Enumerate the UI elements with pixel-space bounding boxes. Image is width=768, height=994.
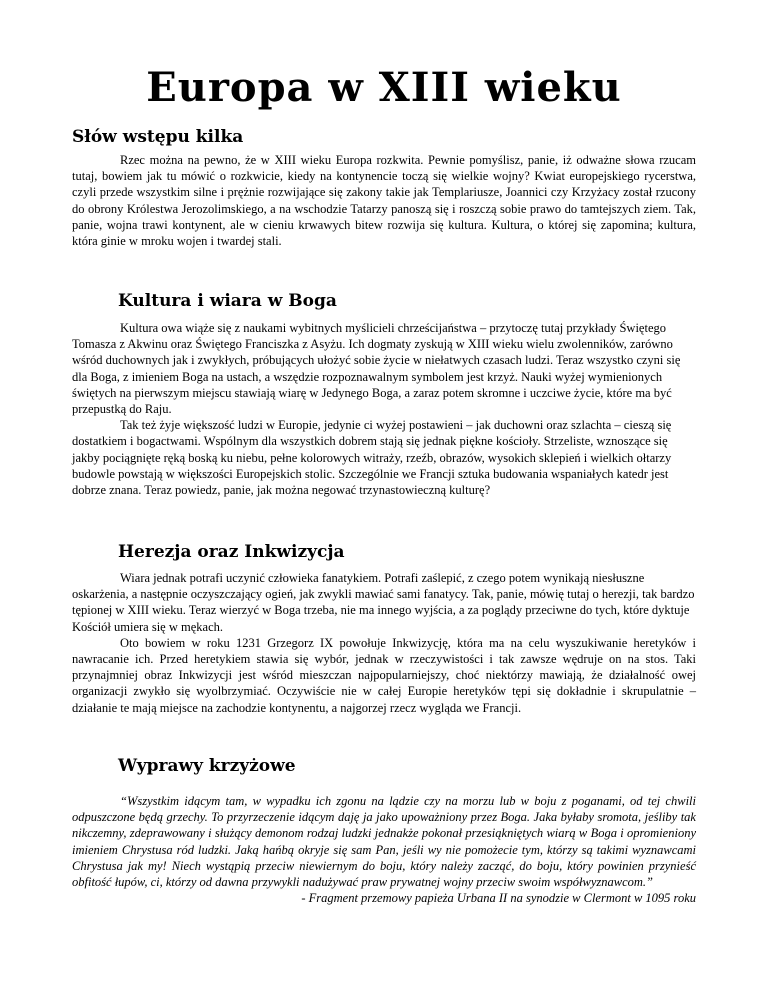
paragraph: Rzec można na pewno, że w XIII wieku Europa rozkwita. Pewnie pomyślisz, panie, iż odważne słowa rzucam tutaj, bowiem jak tu mówić o rozkwicie, kiedy na kontynencie toczą się wielkie wojny? Kwiat europejskiego rycerstwa, czyli przede wszystkim silne i prężnie rozwijające się zakony takie jak Templariusze, Joannici czy Krzyżacy został rzucony do obrony Królestwa Jerozolimskiego, a na wschodzie Tatarzy panoszą się i roszczą sobie prawo do tamtejszych ziem. Tak, panie, wojna trawi kontynent, ale w cieniu krwawych bitew rozwija się kultura. Kultura, o której się zapomina; kultura, która ginie w mroku wojen i twardej stali. — [72, 153, 696, 249]
paragraph: Tak też żyje większość ludzi w Europie, jedynie ci wyżej postawieni – jak duchowni oraz szlachta – cieszą się dostatkiem i bogactwami. Wspólnym dla wszystkich dobrem stają się jednak piękne kościoły. Strzeliste, wznoszące się jakby pociągnięte ręką boską ku niebu, pełne kolorowych witraży, rzeźb, obrazów, wysokich sklepień i wielkich ołtarzy budowle powstają w większości Europejskich stolic. Szczególnie we Francji sztuka budowania wspaniałych katedr jest dobrze znana. Teraz powiedz, panie, jak można negować trzynastowieczną kulturę? — [72, 418, 672, 498]
section-crusades — [72, 793, 696, 906]
section-heading-crusades: Wyprawy krzyżowe — [118, 756, 296, 776]
paragraph: Oto bowiem w roku 1231 Grzegorz IX powołuje Inkwizycję, która ma na celu wyszukiwanie heretyków i nawracanie ich. Przed heretykiem stawia się wybór, jednak w rzeczywistości i tak zawsze wędruje on na stos. Taki przynajmniej obraz Inkwizycji jest wśród mieszczan najpopularniejszy, choć niektórzy mawiają, że działalność owej organizacji zwykło się wyolbrzymiać. Oczywiście nie w całej Europie heretyków tępi się dokładnie i skrupulatnie – działanie te mają miejsce na zachodzie kontynentu, a najgorzej rzecz wygląda we Francji. — [72, 635, 696, 715]
section-heading-intro: Słów wstępu kilka — [72, 127, 244, 147]
section-heading-heresy: Herezja oraz Inkwizycja — [118, 542, 345, 562]
quote-source: - Fragment przemowy papieża Urbana II na synodzie w Clermont w 1095 roku — [301, 891, 696, 906]
section-culture — [72, 320, 696, 498]
section-heresy — [72, 570, 696, 716]
paragraph: Kultura owa wiąże się z naukami wybitnych myślicieli chrześcijaństwa – przytoczę tutaj przykłady Świętego Tomasza z Akwinu oraz Świętego Franciszka z Asyżu. Ich dogmaty zyskują w XIII wieku wielu zwolenników, zarówno wśród duchownych jak i zwykłych, próbujących ułożyć sobie życie w niełatwych czasach ludzi. Teraz wszystko czyni się dla Boga, z imieniem Boga na ustach, a wszędzie rozpoznawalnym symbolem jest krzyż. Nauki wyżej wymienionych świętych na pierwszym miejscu stawiają wiarę w Jedynego Boga, a zaraz potem skromne i uczciwe życie, które ma być przepustką do Raju. — [72, 321, 681, 417]
page-title: Europa w XIII wieku — [146, 64, 622, 111]
paragraph: Wiara jednak potrafi uczynić człowieka fanatykiem. Potrafi zaślepić, z czego potem wynikają niesłuszne oskarżenia, a następnie oczyszczający ogień, jak zwykli mawiać sami fanatycy. Tak, panie, mówię tutaj o herezji, tak bardzo tępionej w XIII wieku. Teraz wierzyć w Boga trzeba, nie ma innego wyjścia, a za poglądy przeciwne do tych, które dyktuje Kościół umiera się w mękach. — [72, 571, 695, 634]
crusade-quote: “Wszystkim idącym tam, w wypadku ich zgonu na lądzie czy na morzu lub w boju z poganami, od tej chwili odpuszczone będą grzechy. To przyrzeczenie idącym daję ja jako upoważniony przez Boga. Jaka byłaby sromota, jeśliby tak nikczemny, zdeprawowany i służący demonom rodzaj ludzki jednakże pokonał przesiąkniętych wiarą w Boga i opromieniony imieniem Chrystusa ród ludzki. Jaką hańbą okryje się sam Pan, jeśli wy nie pomożecie tym, którzy są takimi wyznawcami Chrystusa jak my! Niech wystąpią przeciw niewiernym do boju, który należy zacząć, do boju, który powinien przynieść obfitość łupów, ci, którzy od dawna przywykli nadużywać praw prywatnej wojny przeciw swoim współwyznawcom.” — [72, 794, 696, 890]
section-intro — [72, 152, 696, 249]
section-heading-culture: Kultura i wiara w Boga — [118, 291, 337, 311]
